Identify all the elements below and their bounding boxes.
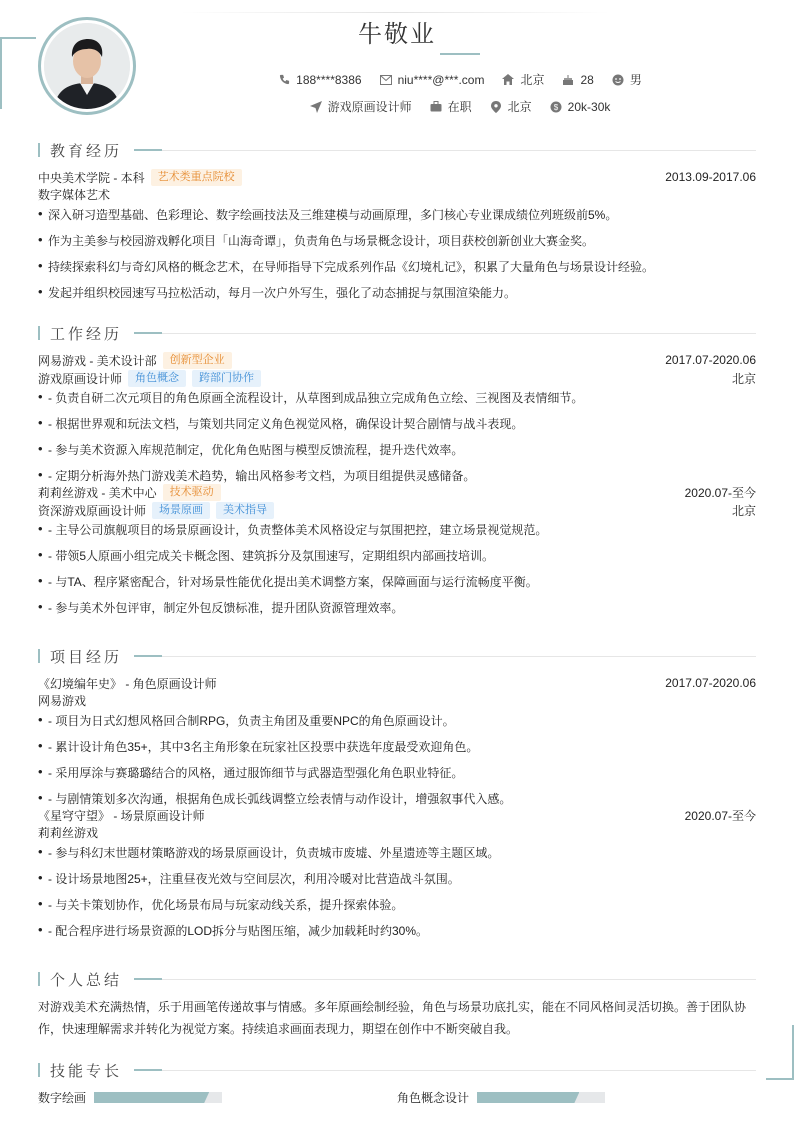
list-item: • - 参与美术资源入库规范制定，优化角色贴图与模型反馈流程，提升迭代效率。 [38, 439, 756, 465]
project-name: 《幻境编年史》 - 角色原画设计师 [38, 676, 217, 691]
projects-section [38, 647, 756, 946]
send-icon [310, 101, 322, 113]
age-info [562, 73, 593, 87]
project-date: 2020.07-至今 [684, 808, 756, 823]
project-bullets [38, 710, 756, 814]
phone-info [278, 73, 361, 87]
location-icon [490, 101, 502, 113]
list-item: • - 设计场景地图25+，注重昼夜光效与空间层次，利用冷暖对比营造战斗氛围。 [38, 868, 756, 894]
education-bullets [38, 204, 756, 308]
phone-text: 188****8386 [296, 72, 362, 87]
project-company: 莉莉丝游戏 [38, 826, 99, 840]
briefcase-icon [430, 101, 442, 113]
email-text: niu****@***.com [397, 72, 485, 87]
school-name: 中央美术学院 - 本科 [38, 170, 145, 185]
list-item: • 持续探索科幻与奇幻风格的概念艺术，在导师指导下完成系列作品《幻境札记》，积累了大量角色与场景设计经验。 [38, 256, 756, 282]
skill-name: 角色概念设计 [397, 1091, 470, 1105]
salary-text: 20k-30k [567, 99, 611, 114]
skill-tag: 跨部门协作 [192, 370, 261, 387]
project-company: 网易游戏 [38, 694, 87, 708]
list-item: • - 累计设计角色35+，其中3名主角形象在玩家社区投票中获选年度最受欢迎角色。 [38, 736, 756, 762]
salary-info [550, 100, 611, 114]
section-heading [38, 647, 756, 665]
salary-icon [550, 101, 562, 113]
section-title: 技能专长 [50, 1062, 123, 1080]
age-text: 28 [580, 72, 594, 87]
position-text: 游戏原画设计师 [327, 100, 412, 114]
list-item: • 作为主美参与校园游戏孵化项目「山海奇谭」，负责角色与场景概念设计，项目获校创新创业大赛金奖。 [38, 230, 756, 256]
work-section [38, 324, 756, 623]
list-item: • - 与TA、程序紧密配合，针对场景性能优化提出美术调整方案，保障画面与运行流畅度平衡。 [38, 571, 756, 597]
job-title: 游戏原画设计师 [38, 371, 123, 386]
position-info [310, 98, 412, 115]
email-info [380, 73, 485, 87]
project-bullets [38, 842, 756, 946]
section-title: 教育经历 [50, 142, 123, 160]
section-heading [38, 1061, 756, 1079]
city-text: 北京 [507, 100, 532, 114]
hometown-text: 北京 [520, 73, 545, 87]
name-underline [440, 53, 480, 55]
school-tag: 艺术类重点院校 [151, 169, 242, 186]
list-item: • - 主导公司旗舰项目的场景原画设计，负责整体美术风格设定与氛围把控，建立场景视觉规范。 [38, 519, 756, 545]
skill-name: 数字绘画 [38, 1091, 87, 1105]
list-item: • - 配合程序进行场景资源的LOD拆分与贴图压缩，减少加载耗时约30%。 [38, 920, 756, 946]
list-item: • - 定期分析海外热门游戏美术趋势，输出风格参考文档，为项目组提供灵感储备。 [38, 465, 756, 491]
city-info [490, 98, 532, 115]
company-tag: 创新型企业 [163, 352, 232, 369]
section-heading [38, 141, 756, 159]
list-item: • - 与关卡策划协作，优化场景布局与玩家动线关系，提升探索体验。 [38, 894, 756, 920]
gender-text: 男 [629, 73, 642, 87]
list-item: • - 带领5人原画小组完成关卡概念图、建筑拆分及氛围速写，定期组织内部画技培训。 [38, 545, 756, 571]
list-item: • - 项目为日式幻想风格回合制RPG，负责主角团及重要NPC的角色原画设计。 [38, 710, 756, 736]
hometown-info [502, 71, 544, 88]
job-entry [38, 351, 756, 491]
section-heading [38, 324, 756, 342]
section-title: 项目经历 [50, 648, 123, 666]
skills-section [38, 1061, 756, 1106]
project-date: 2017.07-2020.06 [665, 676, 756, 690]
list-item: • - 参与美术外包评审，制定外包反馈标准，提升团队资源管理效率。 [38, 597, 756, 623]
skill-tag: 美术指导 [216, 502, 274, 519]
contact-row [0, 71, 794, 88]
project-entry [38, 674, 756, 814]
education-header [38, 168, 756, 186]
job-bullets [38, 519, 756, 623]
corner-decoration-bottom-right [766, 1025, 794, 1080]
section-title: 个人总结 [50, 971, 123, 989]
job-title: 资深游戏原画设计师 [38, 503, 147, 518]
section-title: 工作经历 [50, 325, 123, 343]
job-bullets [38, 387, 756, 491]
major: 数字媒体艺术 [38, 188, 111, 202]
summary-text: 对游戏美术充满热情，乐于用画笔传递故事与情感。多年原画绘制经验，角色与场景功底扎实，能在不同风格间灵活切换。善于团队协作，快速理解需求并转化为视觉方案。持续追求画面表现力，期望在创作中不断突破自我。 [38, 1000, 747, 1036]
company-name: 网易游戏 - 美术设计部 [38, 353, 157, 368]
mail-icon [380, 74, 392, 86]
skill-item [397, 1089, 756, 1106]
gender-icon [612, 74, 624, 86]
list-item: • - 负责自研二次元项目的角色原画全流程设计，从草图到成品独立完成角色立绘、三视图及表情细节。 [38, 387, 756, 413]
svg-text:$: $ [553, 102, 558, 112]
skills-list [38, 1089, 756, 1106]
skill-level-fill [94, 1092, 209, 1103]
phone-icon [278, 74, 290, 86]
cake-icon [562, 74, 574, 86]
list-item: • - 与剧情策划多次沟通，根据角色成长弧线调整立绘表情与动作设计，增强叙事代入感。 [38, 788, 756, 814]
list-item: • 深入研习造型基础、色彩理论、数字绘画技法及三维建模与动画原理，多门核心专业课成绩位列班级前5%。 [38, 204, 756, 230]
job-city: 北京 [731, 503, 756, 518]
gender-info [612, 71, 642, 88]
list-item: • - 采用厚涂与赛璐璐结合的风格，通过服饰细节与武器造型强化角色职业特征。 [38, 762, 756, 788]
skill-item [38, 1089, 397, 1106]
skill-tag: 角色概念 [128, 370, 186, 387]
skill-level-bar [477, 1092, 605, 1103]
job-intent-row [0, 98, 794, 115]
education-section [38, 141, 756, 308]
job-date: 2020.07-至今 [684, 485, 756, 500]
list-item: • - 根据世界观和玩法文档，与策划共同定义角色视觉风格，确保设计契合剧情与战斗表现。 [38, 413, 756, 439]
skill-tag: 场景原画 [152, 502, 210, 519]
candidate-name: 牛敬业 [358, 21, 436, 48]
status-text: 在职 [447, 100, 472, 114]
project-entry [38, 806, 756, 946]
job-city: 北京 [731, 371, 756, 386]
top-divider-line [180, 12, 610, 13]
skill-level-bar [94, 1092, 222, 1103]
summary-section [38, 970, 756, 1040]
job-entry [38, 483, 756, 623]
company-tag: 技术驱动 [163, 484, 221, 501]
home-icon [502, 74, 514, 86]
status-info [430, 98, 472, 115]
list-item: • 发起并组织校园速写马拉松活动，每月一次户外写生，强化了动态捕捉与氛围渲染能力。 [38, 282, 756, 308]
section-heading [38, 970, 756, 988]
company-name: 莉莉丝游戏 - 美术中心 [38, 485, 157, 500]
job-date: 2017.07-2020.06 [665, 353, 756, 367]
project-name: 《星穹守望》 - 场景原画设计师 [38, 808, 205, 823]
education-date: 2013.09-2017.06 [665, 170, 756, 184]
list-item: • - 参与科幻末世题材策略游戏的场景原画设计，负责城市废墟、外星遗迹等主题区域。 [38, 842, 756, 868]
skill-level-fill [477, 1092, 579, 1103]
